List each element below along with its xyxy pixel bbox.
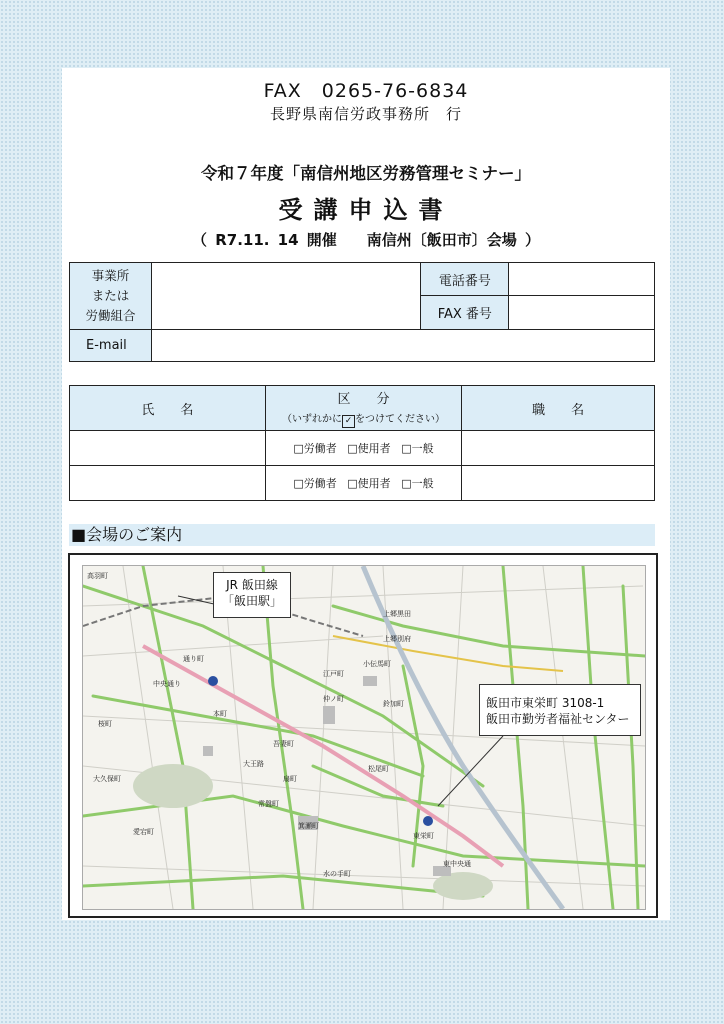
email-field[interactable]: [151, 330, 654, 362]
org-field[interactable]: [151, 263, 420, 330]
map-canvas: [82, 565, 646, 910]
table-row: [70, 431, 655, 466]
checkmark-icon: ✓: [342, 415, 355, 428]
map-label: 吾妻町: [273, 740, 294, 748]
applicant-table: [69, 262, 655, 362]
venue-name: 飯田市勤労者福祉センター: [486, 712, 630, 726]
event-date-venue: （ R7.11. 14 開催 南信州〔飯田市〕会場 ）: [191, 231, 541, 249]
station-marker-icon: [208, 676, 218, 686]
map-label: 常盤町: [258, 800, 279, 808]
map-label: 上郷黒田: [383, 610, 411, 618]
map-label: 箕瀬町: [298, 822, 319, 830]
street-map-graphic: [83, 566, 645, 909]
map-label: 松尾町: [368, 765, 389, 773]
map-label: 仲ノ町: [323, 695, 344, 703]
phone-label: 電話番号: [421, 263, 509, 296]
map-label: 通り町: [183, 655, 204, 663]
category-note: （いずれかに ✓ をつけてください）: [281, 414, 445, 426]
org-label: 事業所 または 労働組合: [70, 263, 152, 330]
map-label: 桜町: [98, 720, 112, 728]
table-row: [70, 466, 655, 501]
map-label: 愛宕町: [133, 828, 154, 836]
map-label: 本町: [213, 710, 227, 718]
option-general[interactable]: □一般: [401, 477, 434, 490]
category-options: [265, 431, 462, 466]
email-label: E-mail: [70, 330, 152, 362]
map-label: 東栄町: [413, 832, 434, 840]
map-label: 江戸町: [323, 670, 344, 678]
category-options: [265, 466, 462, 501]
attendee-table: [69, 385, 655, 501]
map-label: 上郷別府: [383, 635, 411, 643]
map-label: 小伝馬町: [363, 660, 391, 668]
position-header: 職 名: [462, 386, 655, 431]
form-title: 受講申込書: [278, 196, 454, 224]
venue-address: 飯田市東栄町 3108-1: [486, 696, 605, 710]
venue-callout: [479, 684, 641, 736]
option-worker[interactable]: □労働者: [293, 477, 337, 490]
map-label: 扇町: [283, 775, 297, 783]
venue-map: [68, 553, 658, 918]
map-label: 中央通り: [153, 680, 181, 688]
attendee-position-field[interactable]: [462, 466, 655, 501]
phone-field[interactable]: [509, 263, 655, 296]
fax-label: FAX 番号: [421, 296, 509, 330]
option-general[interactable]: □一般: [401, 442, 434, 455]
option-employer[interactable]: □使用者: [347, 442, 391, 455]
map-label: 大王路: [243, 760, 264, 768]
seminar-title: 令和７年度「南信州地区労務管理セミナー」: [201, 164, 531, 183]
option-employer[interactable]: □使用者: [347, 477, 391, 490]
attendee-name-field[interactable]: [70, 431, 266, 466]
name-header: 氏 名: [70, 386, 266, 431]
application-sheet: [62, 68, 670, 920]
venue-section-title: ■会場のご案内: [69, 524, 655, 546]
fax-number: FAX 0265-76-6834: [263, 80, 469, 102]
fax-field[interactable]: [509, 296, 655, 330]
map-label: 東中央通: [443, 860, 471, 868]
attendee-position-field[interactable]: [462, 431, 655, 466]
map-label: 高羽町: [87, 572, 108, 580]
station-callout: JR 飯田線 「飯田駅」: [213, 572, 291, 618]
venue-marker-icon: [423, 816, 433, 826]
option-worker[interactable]: □労働者: [293, 442, 337, 455]
map-label: 水の手町: [323, 870, 351, 878]
map-label: 大久保町: [93, 775, 121, 783]
recipient-office: 長野県南信労政事務所 行: [269, 105, 462, 123]
category-header: 区 分 （いずれかに ✓ をつけてください）: [265, 386, 462, 431]
attendee-name-field[interactable]: [70, 466, 266, 501]
map-label: 鈴加町: [383, 700, 404, 708]
